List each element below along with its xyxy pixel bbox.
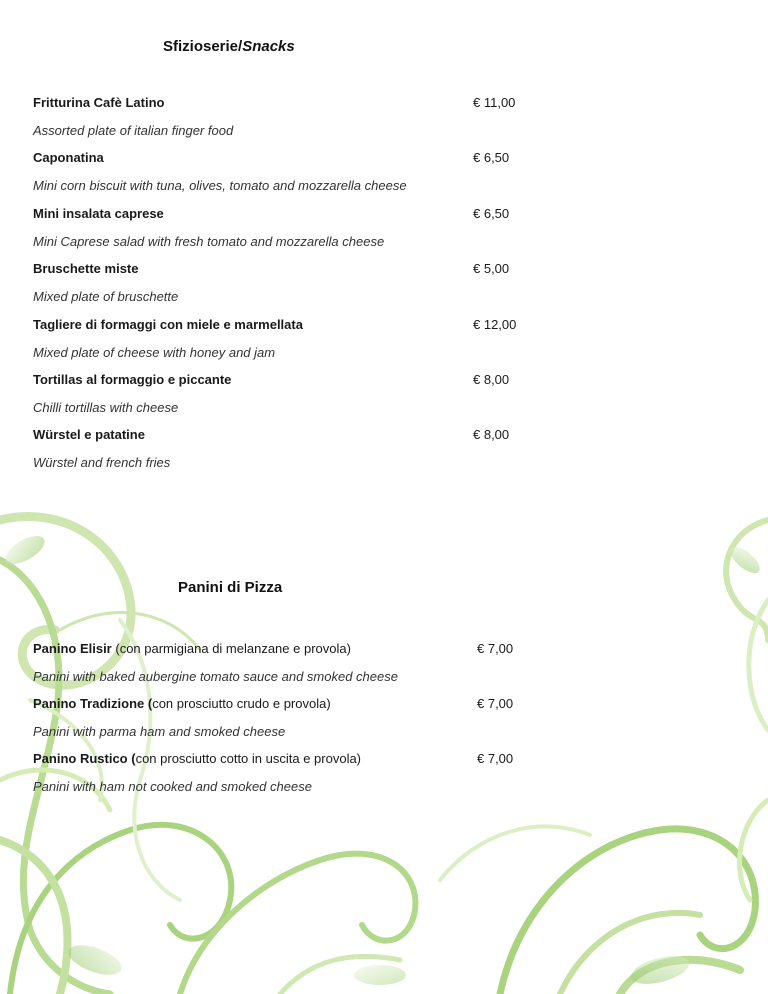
menu-item-name: Mini insalata caprese — [33, 206, 164, 221]
menu-item-name: Bruschette miste — [33, 261, 139, 276]
menu-item-price: € 5,00 — [473, 261, 510, 276]
menu-item-price: € 7,00 — [477, 641, 514, 656]
menu-item-price: € 6,50 — [473, 150, 510, 165]
menu-item-name-bold: Panino Rustico ( — [33, 751, 136, 766]
panini-section-title: Panini di Pizza — [178, 579, 283, 596]
menu-item-price: € 12,00 — [473, 317, 517, 332]
menu-item-name — [33, 696, 331, 711]
menu-item-price: € 8,00 — [473, 372, 510, 387]
menu-item-price: € 7,00 — [477, 696, 514, 711]
menu-item-description: Chilli tortillas with cheese — [33, 400, 179, 415]
menu-item-description: Mini corn biscuit with tuna, olives, tomato and mozzarella cheese — [33, 178, 407, 193]
menu-item-name: Würstel e patatine — [33, 427, 145, 442]
menu-item-name-detail: con prosciutto crudo e provola) — [152, 696, 331, 711]
menu-item-price: € 7,00 — [477, 751, 514, 766]
menu-item-price: € 11,00 — [473, 95, 516, 110]
snacks-section-title — [163, 38, 295, 55]
menu-item-name: Tagliere di formaggi con miele e marmellata — [33, 317, 303, 332]
menu-item-name: Tortillas al formaggio e piccante — [33, 372, 232, 387]
menu-item-description: Panini with parma ham and smoked cheese — [33, 724, 286, 739]
menu-item-description: Panini with baked aubergine tomato sauce and smoked cheese — [33, 669, 398, 684]
menu-item-description: Mini Caprese salad with fresh tomato and mozzarella cheese — [33, 234, 385, 249]
menu-item-name-detail: (con parmigiana di melanzane e provola) — [111, 641, 351, 656]
menu-item-name-detail: con prosciutto cotto in uscita e provola) — [135, 751, 362, 766]
menu-item-description: Würstel and french fries — [33, 455, 171, 470]
menu-item-price: € 8,00 — [473, 427, 510, 442]
menu-item-name — [33, 641, 351, 656]
menu-item-description: Assorted plate of italian finger food — [33, 123, 234, 138]
menu-item-name — [33, 751, 361, 766]
menu-item-description: Panini with ham not cooked and smoked cheese — [33, 779, 312, 794]
menu-item-name: Caponatina — [33, 150, 104, 165]
menu-item-name-bold: Panino Tradizione ( — [33, 696, 153, 711]
menu-item-name: Fritturina Cafè Latino — [33, 95, 165, 110]
menu-item-price: € 6,50 — [473, 206, 510, 221]
menu-item-name-bold: Panino Elisir — [33, 641, 112, 656]
menu-item-description: Mixed plate of bruschette — [33, 289, 179, 304]
snacks-title-main: Sfizioserie/ — [163, 38, 243, 55]
snacks-title-italic: Snacks — [242, 38, 295, 55]
menu-item-description: Mixed plate of cheese with honey and jam — [33, 345, 276, 360]
